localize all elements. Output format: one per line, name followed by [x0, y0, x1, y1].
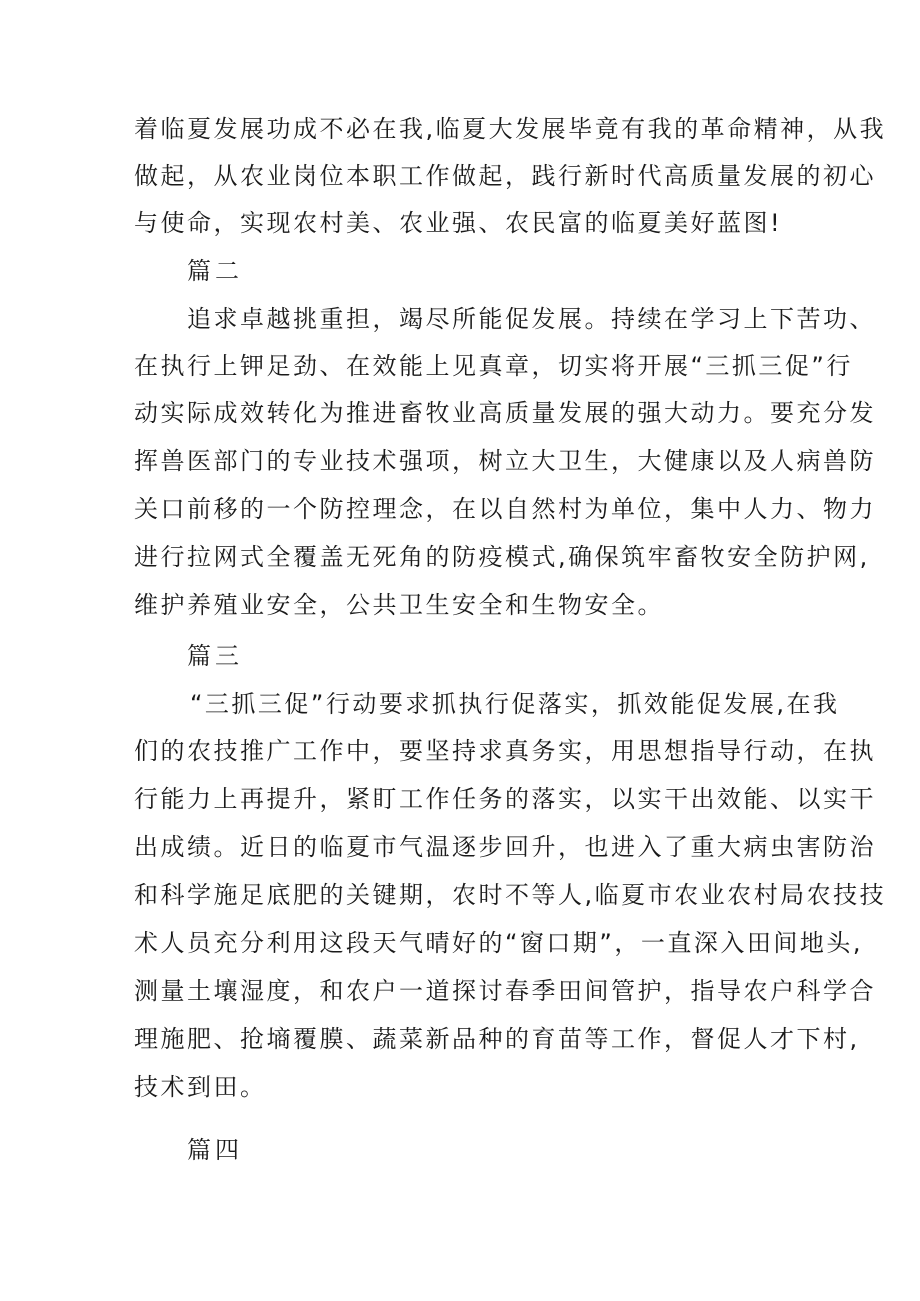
- paragraph-line: 进行拉网式全覆盖无死角的防疫模式,确保筑牢畜牧安全防护网,: [134, 543, 870, 571]
- paragraph-line: 理施肥、抢墒覆膜、蔬菜新品种的育苗等工作，督促人才下村,: [134, 1025, 860, 1053]
- section-heading: 篇四: [187, 1136, 243, 1164]
- paragraph-line: 与使命，实现农村美、农业强、农民富的临夏美好蓝图!: [134, 209, 783, 237]
- paragraph-line: 在执行上钾足劲、在效能上见真章，切实将开展“三抓三促”行: [134, 352, 853, 380]
- paragraph-line: 术人员充分利用这段天气晴好的“窗口期”，一直深入田间地头,: [134, 929, 863, 957]
- paragraph-line: “三抓三促”行动要求抓执行促落实，抓效能促发展,在我: [190, 690, 840, 718]
- paragraph-line: 追求卓越挑重担，竭尽所能促发展。持续在学习上下苦功、: [187, 305, 876, 333]
- paragraph-line: 做起，从农业岗位本职工作做起，践行新时代高质量发展的初心: [134, 162, 876, 190]
- paragraph-line: 维护养殖业安全，公共卫生安全和生物安全。: [134, 591, 664, 619]
- paragraph-line: 们的农技推广工作中，要坚持求真务实，用思想指导行动，在执: [134, 737, 876, 765]
- section-heading: 篇三: [187, 642, 243, 670]
- paragraph-line: 和科学施足底肥的关键期，农时不等人,临夏市农业农村局农技技: [134, 881, 887, 909]
- paragraph-line: 行能力上再提升，紧盯工作任务的落实，以实干出效能、以实干: [134, 785, 876, 813]
- paragraph-line: 挥兽医部门的专业技术强项，树立大卫生，大健康以及人病兽防: [134, 447, 876, 475]
- section-heading: 篇二: [187, 257, 243, 285]
- paragraph-line: 着临夏发展功成不必在我,临夏大发展毕竟有我的革命精神，从我: [134, 115, 887, 143]
- paragraph-line: 动实际成效转化为推进畜牧业高质量发展的强大动力。要充分发: [134, 399, 876, 427]
- paragraph-line: 技术到田。: [134, 1073, 267, 1101]
- paragraph-line: 关口前移的一个防控理念，在以自然村为单位，集中人力、物力: [134, 495, 876, 523]
- paragraph-line: 测量土壤湿度，和农户一道探讨春季田间管护，指导农户科学合: [134, 977, 876, 1005]
- paragraph-line: 出成绩。近日的临夏市气温逐步回升，也进入了重大病虫害防治: [134, 833, 876, 861]
